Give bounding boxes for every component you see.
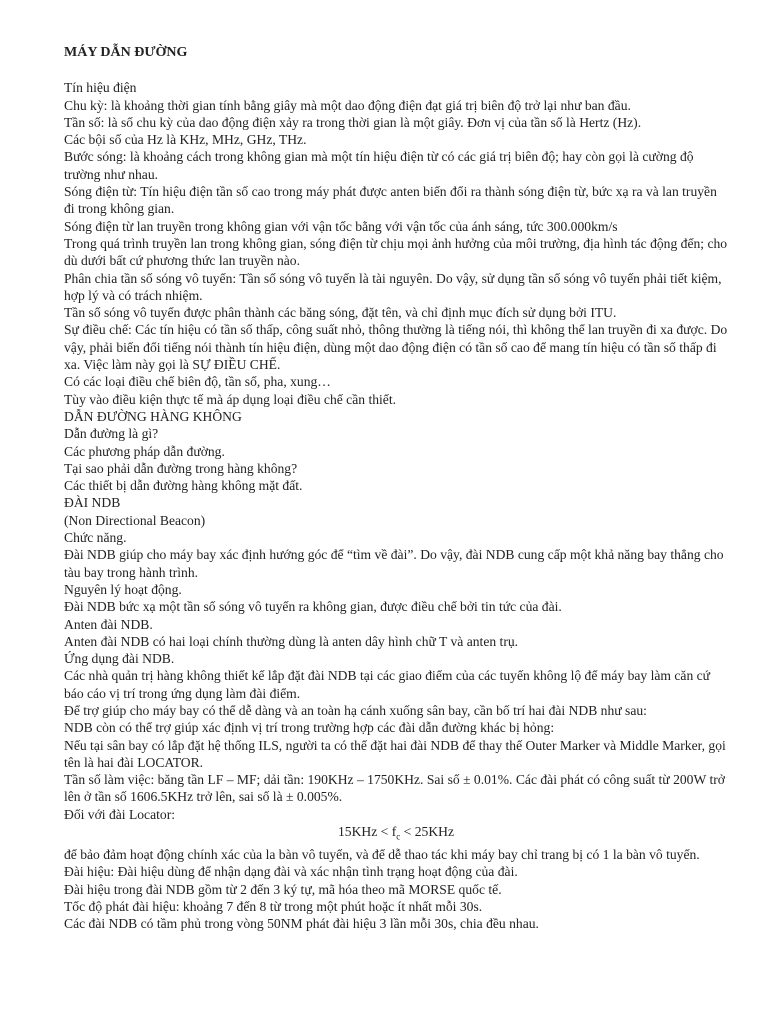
- section-heading: DẪN ĐƯỜNG HÀNG KHÔNG: [64, 408, 242, 424]
- formula-right: < 25KHz: [400, 824, 454, 840]
- paragraph-line: Tốc độ phát đài hiệu: khoảng 7 đến 8 từ trong một phút hoặc ít nhất mỗi 30s.: [64, 898, 483, 914]
- paragraph-line: Đài NDB giúp cho máy bay xác định hướng góc để “tìm về đài”. Do vậy, đài NDB cung cấp một khả năng bay thẳng cho tàu bay trong hành trình.: [64, 547, 724, 580]
- paragraph-line: Tần số làm việc: băng tần LF – MF; dải tần: 190KHz – 1750KHz. Sai số ± 0.01%. Các đài phát có công suất từ 200W trở lên ở tần số 1606.5KHz trở lên, sai số là ± 0.005%.: [64, 772, 725, 805]
- paragraph-line: Bước sóng: là khoảng cách trong không gian mà một tín hiệu điện từ có các giá trị biên độ; hay còn gọi là cường độ trường như nhau.: [64, 149, 694, 182]
- paragraph-line: Tần số sóng vô tuyến được phân thành các băng sóng, đặt tên, và chỉ định mục đích sử dụng bởi ITU.: [64, 305, 617, 321]
- paragraph-line: Phân chia tần số sóng vô tuyến: Tần số sóng vô tuyến là tài nguyên. Do vậy, sử dụng tần số sóng vô tuyến phải tiết kiệm, hợp lý và có trách nhiệm.: [64, 270, 722, 303]
- formula-subscript: c: [396, 831, 401, 842]
- paragraph-line: Các thiết bị dẫn đường hàng không mặt đất.: [64, 478, 303, 494]
- paragraph-line: Nguyên lý hoạt động.: [64, 581, 182, 597]
- paragraph-line: Đài hiệu trong đài NDB gồm từ 2 đến 3 ký tự, mã hóa theo mã MORSE quốc tế.: [64, 881, 502, 897]
- paragraph-line: Dẫn đường là gì?: [64, 426, 159, 442]
- paragraph-line: Các phương pháp dẫn đường.: [64, 443, 225, 459]
- paragraph-line: Ứng dụng đài NDB.: [64, 651, 175, 667]
- paragraph-line: Sóng điện từ: Tín hiệu điện tần số cao trong máy phát được anten biến đổi ra thành sóng điện từ, bức xạ ra và lan truyền đi trong không gian.: [64, 184, 717, 217]
- frequency-formula: [64, 823, 728, 846]
- paragraph-line: Anten đài NDB.: [64, 616, 153, 632]
- paragraph-line: Đài hiệu: Đài hiệu dùng để nhận dạng đài và xác nhận tình trạng hoạt động của đài.: [64, 864, 518, 880]
- paragraph-line: Sự điều chế: Các tín hiệu có tần số thấp, công suất nhỏ, thông thường là tiếng nói, thì không thể lan truyền đi xa được. Do vậy, phải biến đổi tiếng nói thành tín hiệu điện, dùng một dao động điện có tần số cao để mang tín hiệu có tần số thấp đi xa. Việc làm này gọi là SỰ ĐIỀU CHẾ.: [64, 322, 728, 373]
- paragraph-line: Các đài NDB có tầm phủ trong vòng 50NM phát đài hiệu 3 lần mỗi 30s, chia đều nhau.: [64, 916, 539, 932]
- paragraph-line: Sóng điện từ lan truyền trong không gian với vận tốc bằng với vận tốc của ánh sáng, tức 300.000km/s: [64, 218, 618, 234]
- paragraph-line: Chu kỳ: là khoảng thời gian tính bằng giây mà một dao động điện đạt giá trị biên độ trở lại như ban đầu.: [64, 97, 631, 113]
- paragraph-line: Tín hiệu điện: [64, 80, 137, 96]
- section-heading: ĐÀI NDB: [64, 495, 121, 511]
- paragraph-line: Các bội số của Hz là KHz, MHz, GHz, THz.: [64, 132, 307, 148]
- paragraph-line: Các nhà quản trị hàng không thiết kế lắp đặt đài NDB tại các giao điểm của các tuyến không lộ để máy bay làm căn cứ báo cáo vị trí trong ứng dụng làm đài điểm.: [64, 668, 711, 701]
- paragraph-line: Anten đài NDB có hai loại chính thường dùng là anten dây hình chữ T và anten trụ.: [64, 633, 519, 649]
- paragraph-line: Đối với đài Locator:: [64, 806, 176, 822]
- paragraph-line: Để trợ giúp cho máy bay có thể dễ dàng và an toàn hạ cánh xuống sân bay, cần bố trí hai đài NDB như sau:: [64, 702, 647, 718]
- paragraph-line: Đài NDB bức xạ một tần số sóng vô tuyến ra không gian, được điều chế bởi tin tức của đài.: [64, 599, 562, 615]
- document-body: [64, 79, 728, 932]
- paragraph-line: Tần số: là số chu kỳ của dao động điện xảy ra trong thời gian là một giây. Đơn vị của tần số là Hertz (Hz).: [64, 114, 642, 130]
- paragraph-line: (Non Directional Beacon): [64, 512, 206, 528]
- paragraph-line: Tại sao phải dẫn đường trong hàng không?: [64, 460, 298, 476]
- paragraph-line: Có các loại điều chế biên độ, tần số, pha, xung…: [64, 374, 331, 390]
- paragraph-line: Chức năng.: [64, 530, 127, 546]
- paragraph-line: để bảo đảm hoạt động chính xác của la bàn vô tuyến, và để dễ thao tác khi máy bay chỉ trang bị có 1 la bàn vô tuyến.: [64, 847, 700, 863]
- document-title: MÁY DẪN ĐƯỜNG: [64, 45, 188, 60]
- paragraph-line: Nếu tại sân bay có lắp đặt hệ thống ILS, người ta có thể đặt hai đài NDB để thay thế Outer Marker và Middle Marker, gọi tên là hai đài LOCATOR.: [64, 737, 726, 770]
- paragraph-line: NDB còn có thể trợ giúp xác định vị trí trong trường hợp các đài dẫn đường khác bị hỏng:: [64, 720, 555, 736]
- formula-left: 15KHz < f: [338, 824, 397, 840]
- paragraph-line: Tùy vào điều kiện thực tế mà áp dụng loại điều chế cần thiết.: [64, 391, 396, 407]
- paragraph-line: Trong quá trình truyền lan trong không gian, sóng điện từ chịu mọi ảnh hưởng của môi trường, địa hình tác động đến; cho dù dưới bất cứ phương thức lan truyền nào.: [64, 235, 728, 269]
